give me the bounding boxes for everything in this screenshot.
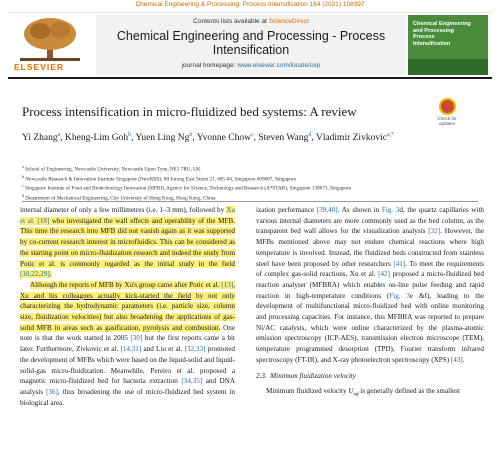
publisher-name: ELSEVIER [14, 62, 65, 72]
cover-title: Chemical Engineering and Processing Process Intensification [413, 21, 471, 47]
elsevier-logo[interactable] [10, 16, 90, 74]
affiliation-item: $^b$ Newcastle Research & Innovation Institute Singapore (NewRIIS), 80 Jurong East Street 21, #05-04, Singapore 609607, Singapore [22, 173, 296, 183]
left-paragraph-1: internal diameter of only a few millimetres (i.e. 1–3 mm), followed by Xu et al. [18] who investigated the wall effects and operability of the MFB. This time the research into MFB did not vanish again as it was supported by co-current research interest in microfluidics. This can be considered as the starting point on micro-fluidization research and indeed the study from Potic et al. is commonly regarded as the initial study in the field [18,22,29]. [20, 206, 235, 279]
homepage-prefix: journal homepage: [181, 62, 236, 69]
homepage-line [96, 62, 406, 69]
author-name[interactable]: Yuen Ling Ng [135, 133, 190, 144]
check-updates-label: Check for updates [437, 116, 457, 126]
contents-line [96, 18, 406, 25]
author-affiliation-mark: a,* [386, 132, 395, 138]
affiliation-item: $^c$ Singapore Institute of Food and Biotechnology Innovation (SIFBI), Agency for Science, Technology and Research (A*STAR), Singapore 138673, Singapore [22, 183, 352, 192]
author-list: Yi Zhang$^a$, Kheng-Lim Goh$^b$, Yuen Ling Ng$^b$, Yvonne Chow$^c$, Steven Wang$^d$, Vladimir Zivkovic$^{a,*}$ [22, 132, 395, 144]
article-title: Process intensification in micro-fluidized bed systems: A review [22, 104, 357, 119]
sciencedirect-link[interactable]: ScienceDirect [268, 18, 309, 25]
check-updates-icon [439, 98, 456, 115]
tree-icon [10, 16, 90, 62]
journal-header [8, 12, 492, 79]
author-affiliation-mark: b [189, 132, 193, 138]
section-heading: 2.3. Minimum fluidization velocity [256, 371, 356, 380]
body-column-right [256, 205, 484, 401]
affiliation-list [22, 164, 482, 202]
author-name[interactable]: Yvonne Chow [196, 133, 251, 144]
left-paragraph-2: Although the reports of MFB by Xu's group came after Potic et al. [13], Xu and his colleagues actually kick-started the field by not only characterizing the hydrodynamic parameters (i.e. particle size, column size, fluidization velocities) but also broadening the applications of gas-solid MFB in areas such as gasification, pyrolysis and combustion. One note is that the work started in 2005 [30] but the first reports came a bit later. Furthermore, Zivkovic et al. [14,31] and Liu et al. [32,33] promoted the development of MFBs which were based on the liquid-solid and liquid-solid-gas micro-fluidization. Meanwhile, Pereiro et al. proposed a magnetic micro-fluidized bed for bacteria extraction [34,35] and DNA analysis [36], thus broadening the use of micro-fluidized bed system in biological area. [20, 280, 236, 407]
cover-stripe [408, 59, 488, 75]
affiliation-item: $^d$ Department of Mechanical Engineering, City University of Hong Kong, Hong Kong, China [22, 192, 216, 202]
author-affiliation-mark: a [57, 132, 61, 138]
divider [22, 201, 478, 202]
journal-info [96, 15, 406, 75]
body-column-left [20, 205, 235, 408]
right-paragraph-2: Minimum fluidized velocity $U_{mf}$ is generally defined as the smallest [266, 387, 461, 398]
author-name[interactable]: Vladimir Zivkovic [315, 133, 387, 144]
author-affiliation-mark: c [250, 132, 254, 138]
contents-prefix: Contents lists available at [193, 18, 267, 25]
author-name[interactable]: Steven Wang [258, 133, 309, 144]
author-affiliation-mark: b [128, 132, 132, 138]
affiliation-item: $^a$ School of Engineering, Newcastle University, Newcastle Upon Tyne, NE1 7RU, UK [22, 164, 201, 173]
running-head: Chemical Engineering & Processing: Process Intensification 164 (2021) 108397 [135, 1, 365, 8]
journal-cover [408, 15, 488, 75]
right-paragraph-1: ization performance [39,40]. As shown in Fig. 3d, the quartz capillaries with various internal diameters are more commonly used as the bed column, as the transparent bed wall allows for the visualization analysis [32]. However, the MFBs mentioned above may not endure chemical reactions where high temperature is involved. Instead, the fluidized beds constructed from stainless steel have been proposed by other researchers [41]. To meet the requirements of complex gas-solid reactions, Xu et al. [42] proposed a micro-fluidized bed reaction analyser (MFBRA) which enables on-line pulse feeding and rapid reaction in high-temperature conditions (Fig. 3e &f), leading to the development of multifunctional micro-fluidized bed with online monitoring and processing capacities. For instance, this MFBRA was reported to prepare Ni/AC catalysts, which were online characterized by the plasma-atomic emission spectroscopy (ICP-AES), transmission electron microscope (TEM), temperature programmed desorption (TPD), Fourier transform infrared spectroscopy (FT-IR), and X-ray photoelectron spectroscopy (XPS) [43]. [256, 206, 485, 364]
homepage-link[interactable]: www.elsevier.com/locate/cep [237, 62, 321, 69]
author-affiliation-mark: d [308, 132, 312, 138]
author-name[interactable]: Kheng-Lim Goh [65, 133, 129, 144]
author-name[interactable]: Yi Zhang [22, 133, 58, 144]
journal-title: Chemical Engineering and Processing - Process Intensification [116, 29, 386, 57]
